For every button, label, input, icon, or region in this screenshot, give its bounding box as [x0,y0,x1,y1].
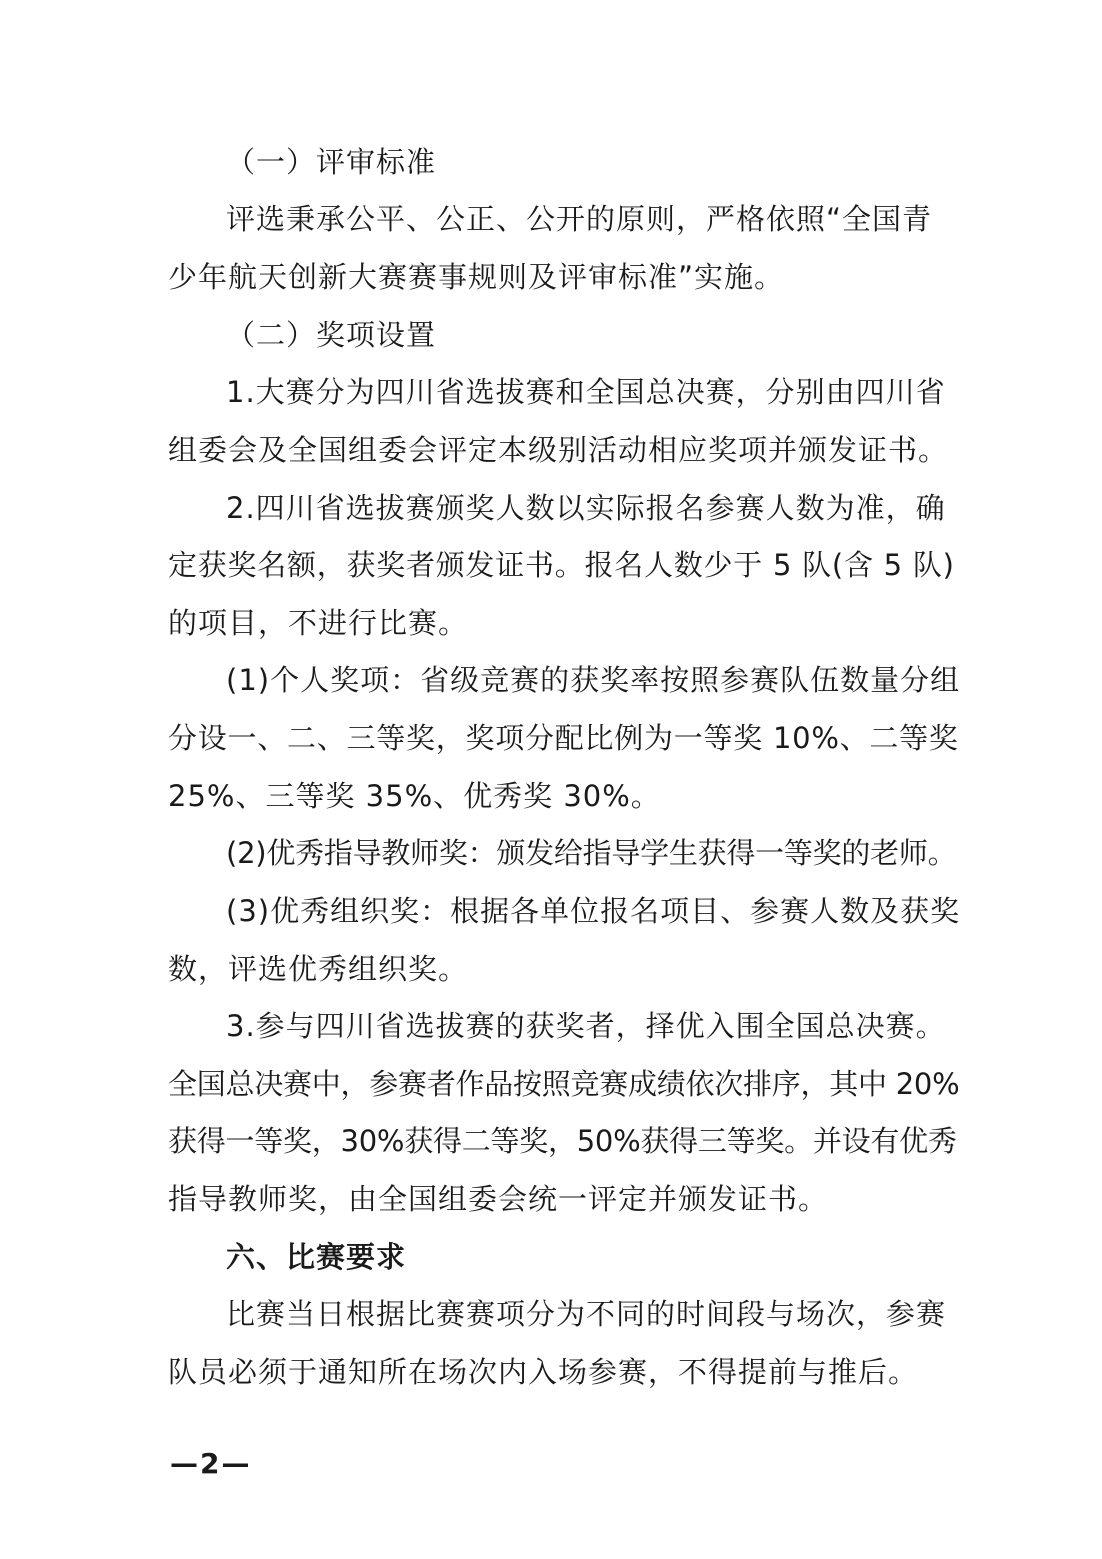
paragraph-line: (2)优秀指导教师奖：颁发给指导学生获得一等奖的老师。 [226,836,957,870]
section-heading-review-criteria: （一）评审标准 [226,145,437,179]
paragraph-line: 比赛当日根据比赛赛项分为不同的时间段与场次，参赛 [226,1297,947,1331]
section-heading-award-settings: （二）奖项设置 [226,318,437,352]
page-number: —2— [170,1447,252,1480]
paragraph-line: 3.参与四川省选拔赛的获奖者，择优入围全国总决赛。 [226,1009,946,1043]
section-heading-competition-requirements: 六、比赛要求 [226,1240,407,1274]
paragraph-line: 1.大赛分为四川省选拔赛和全国总决赛，分别由四川省 [226,375,946,409]
paragraph-line: 分设一、二、三等奖，奖项分配比例为一等奖 10%、二等奖 [168,721,959,755]
paragraph-line: (3)优秀组织奖：根据各单位报名项目、参赛人数及获奖 [226,894,961,928]
paragraph-line: 少年航天创新大赛赛事规则及评审标准”实施。 [168,260,785,294]
paragraph-line: 定获奖名额，获奖者颁发证书。报名人数少于 5 队(含 5 队) [168,548,955,582]
paragraph-line: 队员必须于通知所在场次内入场参赛，不得提前与推后。 [168,1355,919,1389]
paragraph-line: 组委会及全国组委会评定本级别活动相应奖项并颁发证书。 [168,433,949,467]
paragraph-line: 2.四川省选拔赛颁奖人数以实际报名参赛人数为准，确 [226,491,946,525]
paragraph-line: 评选秉承公平、公正、公开的原则，严格依照“全国青 [226,202,933,236]
paragraph-line: 数，评选优秀组织奖。 [168,952,469,986]
paragraph-line: 指导教师奖，由全国组委会统一评定并颁发证书。 [168,1182,829,1216]
paragraph-line: 的项目，不进行比赛。 [168,606,469,640]
paragraph-line: 25%、三等奖 35%、优秀奖 30%。 [168,779,661,813]
paragraph-line: 获得一等奖，30%获得二等奖，50%获得三等奖。并设有优秀 [168,1124,957,1158]
paragraph-line: (1)个人奖项：省级竞赛的获奖率按照参赛队伍数量分组 [226,663,961,697]
paragraph-line: 全国总决赛中，参赛者作品按照竞赛成绩依次排序，其中 20% [168,1067,960,1101]
